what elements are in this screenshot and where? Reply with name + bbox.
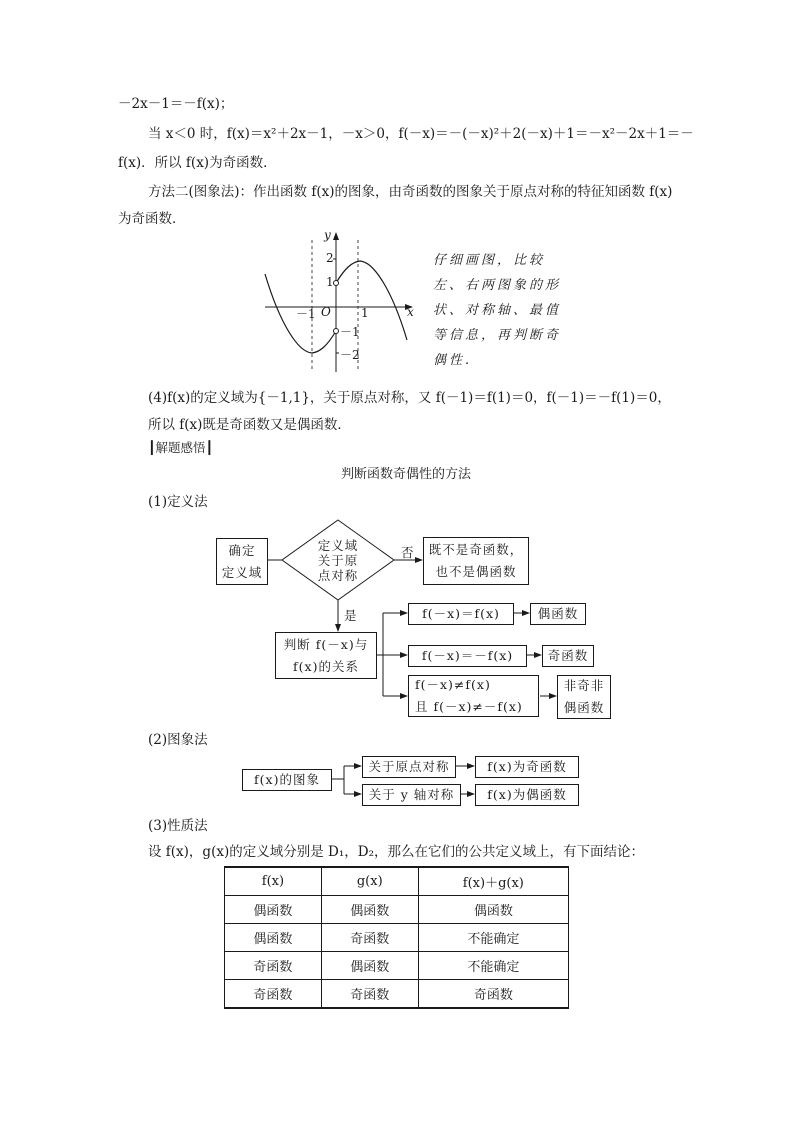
- table-cell: 奇函数: [321, 924, 418, 952]
- even-result-box: f(x)为偶函数: [475, 784, 579, 806]
- determine-domain-box: 确定 定义域: [216, 538, 268, 585]
- tick-label-1: 1: [326, 275, 334, 289]
- text-line-3: f(x)．所以 f(x)为奇函数．: [118, 155, 277, 171]
- text-line-1: －2x－1＝－f(x)；: [118, 96, 234, 112]
- table-row: [225, 980, 569, 1009]
- function-image-box: f(x)的图象: [242, 769, 332, 791]
- method-title: 判断函数奇偶性的方法: [340, 467, 471, 482]
- table-cell: 不能确定: [418, 924, 568, 952]
- tick-label-1-x: 1: [361, 306, 369, 320]
- res-odd-box: 奇函数: [542, 645, 594, 667]
- table-row: [225, 924, 569, 952]
- tick-label-neg1-y: －1: [340, 325, 360, 339]
- no-label: 否: [401, 545, 414, 560]
- graph-method-heading: (2)图象法: [148, 732, 208, 748]
- section-tag: ┃解题感悟┃: [148, 440, 214, 455]
- sym-y-box: 关于 y 轴对称: [362, 784, 461, 806]
- parity-sum-table: [224, 866, 569, 1009]
- table-cell: 偶函数: [225, 924, 322, 952]
- table-cell: 奇函数: [225, 980, 322, 1009]
- table-header-row: [225, 867, 569, 896]
- text-line-6: (4)f(x)的定义域为{－1,1}，关于原点对称，又 f(－1)＝f(1)＝0，f(－1)＝－f(1)＝0，: [148, 390, 671, 406]
- yes-label: 是: [344, 608, 357, 623]
- table-cell: 奇函数: [225, 952, 322, 980]
- table-cell: 偶函数: [418, 896, 568, 924]
- table-row: [225, 952, 569, 980]
- res-even-box: 偶函数: [530, 603, 586, 625]
- cond-neither-box: f(－x)≠f(x) 且 f(－x)≠－f(x): [408, 675, 539, 717]
- table-cell: 不能确定: [418, 952, 568, 980]
- cond-even-box: f(－x)＝f(x): [408, 603, 514, 625]
- origin-label: O: [321, 305, 331, 319]
- tick-label-2: 2: [326, 251, 334, 265]
- diamond-text: 定义域 关于原 点对称: [317, 538, 359, 583]
- table-cell: 偶函数: [321, 896, 418, 924]
- tick-label-neg1-x: －1: [296, 307, 316, 321]
- y-axis-label: y: [324, 228, 331, 242]
- text-line-2: 当 x＜0 时，f(x)＝x²＋2x－1，－x＞0，f(－x)＝－(－x)²＋2(－x)＋1＝－x²－2x＋1＝－: [148, 126, 694, 142]
- x-axis-label: x: [407, 305, 414, 319]
- neither-result-box: 既不是奇函数， 也不是偶函数: [423, 537, 529, 585]
- table-header: f(x)＋g(x): [418, 867, 568, 896]
- relation-box: 判断 f(－x)与 f(x)的关系: [275, 632, 377, 679]
- text-line-5: 为奇函数．: [118, 211, 186, 227]
- table-header: g(x): [321, 867, 418, 896]
- def-method-heading: (1)定义法: [148, 494, 208, 510]
- prop-method-heading: (3)性质法: [148, 818, 208, 834]
- prop-method-text: 设 f(x)，g(x)的定义域分别是 D₁，D₂，那么在它们的公共定义域上，有下面结论：: [148, 844, 644, 860]
- table-row: [225, 896, 569, 924]
- table-cell: 偶函数: [225, 896, 322, 924]
- table-cell: 奇函数: [321, 980, 418, 1009]
- text-line-4: 方法二(图象法)：作出函数 f(x)的图象，由奇函数的图象关于原点对称的特征知函数 f(x): [148, 184, 673, 200]
- table-cell: 奇函数: [418, 980, 568, 1009]
- cond-odd-box: f(－x)＝－f(x): [408, 645, 527, 667]
- text-line-7: 所以 f(x)既是奇函数又是偶函数．: [148, 417, 351, 433]
- sym-origin-box: 关于原点对称: [362, 756, 456, 778]
- odd-result-box: f(x)为奇函数: [475, 756, 579, 778]
- tick-label-neg2-y: －2: [340, 348, 360, 362]
- graph-note: 仔细画图，比较左、右两图象的形状、对称轴、最值等信息，再判断奇偶性.: [433, 253, 562, 368]
- table-header: f(x): [225, 867, 322, 896]
- table-cell: 偶函数: [321, 952, 418, 980]
- res-neither-box: 非奇非 偶函数: [557, 675, 611, 719]
